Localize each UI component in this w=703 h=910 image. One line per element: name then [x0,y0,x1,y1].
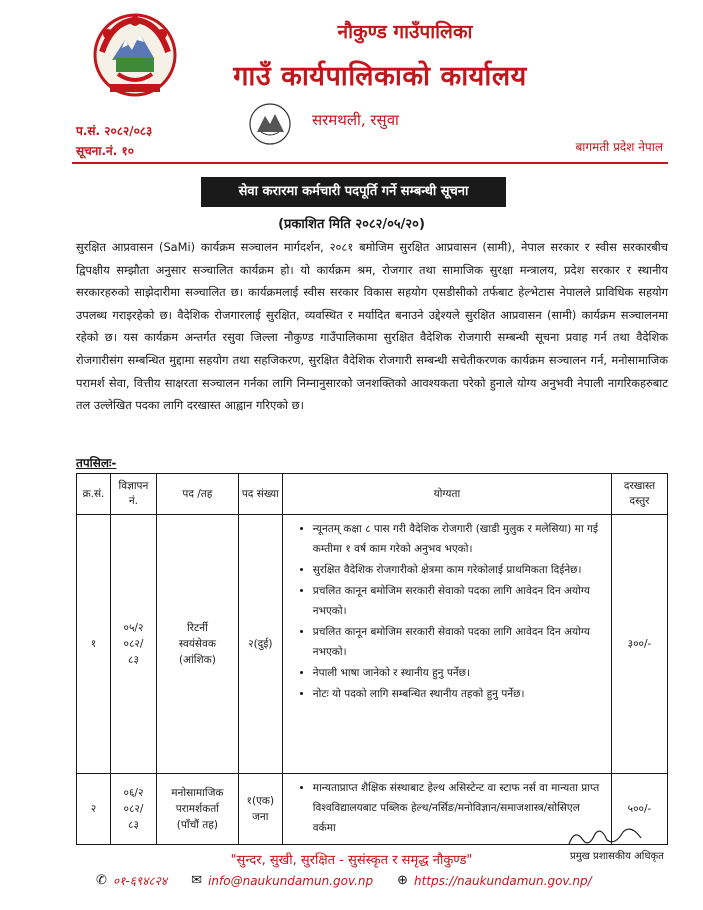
post-line: रिटर्नी [186,622,208,634]
office-seal-icon [235,98,305,170]
notice-title: सेवा करारमा कर्मचारी पदपूर्ति गर्ने सम्बन्धी सूचना [201,177,506,207]
header-qualification: योग्यता [282,474,611,515]
post-line: मनोसामाजिक [171,787,224,799]
org-name: नौकुण्ड गाउँपालिका [337,21,473,43]
row-count [238,774,282,845]
header-sn: क्र.सं. [77,474,111,515]
header-count: पद संख्या [238,474,282,515]
ad-no-line: ०५/२ [123,622,144,634]
qualification-item: • नेपाली भाषा जानेको र स्थानीय हुनु पर्नेछ। [313,663,605,683]
qualification-item: • सुरक्षित वैदेशिक रोजगारीको क्षेत्रमा काम गरेकोलाई प्राथमिकता दिईनेछ। [313,560,605,580]
notice-body: सुरक्षित आप्रवासन (SaMi) कार्यक्रम सञ्चालन मार्गदर्शन, २०८१ बमोजिम सुरक्षित आप्रवासन (सामी), नेपाल सरकार र स्वीस सरकारबीच द्विपक्षीय सम्झौता अनुसार सञ्चालित कार्यक्रम हो। यो कार्यक्रम श्रम, रोजगार तथा सामाजिक सुरक्षा मन्त्रालय, प्रदेश सरकार र स्थानीय सरकारहरुको साझेदारीमा सञ्चालित छ। कार्यक्रमलाई स्वीस सरकार विकास सहयोग एसडीसीको तर्फबाट हेल्भेटास नेपालले प्राविधिक सहयोग उपलब्ध गराइरहेको छ। वैदेशिक रोजगारलाई सुरक्षित, व्यवस्थित र मर्यादित बनाउने उद्देश्यले सुरक्षित आप्रवासन (सामी) कार्यक्रम सञ्चालनमा रहेको छ। यस कार्यक्रम अन्तर्गत रसुवा जिल्ला नौकुण्ड गाउँपालिकामा सुरक्षित वैदेशिक रोजगारी सम्बन्धी सूचना प्रवाह गर्न तथा वैदेशिक रोजगारीसंग सम्बन्धित मुद्दामा सहयोग तथा सहजिकरण, सुरक्षित वैदेशिक रोजगारी सम्बन्धी सचेतीकरणक कार्यक्रम सञ्चालन गर्न, मनोसामाजिक परामर्श सेवा, वित्तीय साक्षरता सञ्चालन गर्नका लागि निम्नानुसारको जनशक्तिको आवश्यकता परेको हुनाले योग्य अनुभवी नेपाली नागरिकहरुबाट तल उल्लेखित पदका लागि दरखास्त आह्वान गरिएको छ। [76,240,668,413]
published-date: (प्रकाशित मिति २०८२/०५/२०) [278,217,425,232]
post-line: परामर्शकर्ता [175,803,219,815]
row-ad-no [110,515,156,774]
row-sn: १ [77,515,111,774]
globe-icon: ⊕ [397,873,409,888]
signature-icon [565,826,645,850]
row-sn: २ [77,774,111,845]
phone-icon: ✆ [96,873,107,888]
count-line: १(एक) [246,795,275,807]
office-name: गाउँ कार्यपालिकाको कार्यालय [233,61,527,92]
row-fee: ५००/- [612,774,668,845]
row-post [156,515,238,774]
row-qualifications [282,774,611,845]
row-ad-no [110,774,156,845]
qualification-item: • मान्यताप्राप्त शैक्षिक संस्थाबाट हेल्थ असिस्टेन्ट वा स्टाफ नर्स वा मान्यता प्राप्त विश्वविद्यालयबाट पब्लिक हेल्थ/नर्सिङ/मनोविज्ञान/समाजशास्त्र/सोसिएल वर्कमा [313,778,605,838]
province-name: बागमती प्रदेश नेपाल [575,140,663,154]
count-line: जना [252,811,269,823]
post-line: (आंशिक) [178,654,216,666]
row-qualifications [282,515,611,774]
header-divider [72,162,668,164]
qualification-item: • प्रचलित कानून बमोजिम सरकारी सेवाको पदका लागि आवेदन दिन अयोग्य नभएको। [313,581,605,621]
ad-no-line: ०८२/ [123,638,144,650]
notice-number: सूचना.नं. १० [76,144,134,158]
header-ad-no: विज्ञापन नं. [110,474,156,515]
table-row [77,515,668,774]
contact-footer [96,872,686,889]
qualification-item: • न्यूनतम् कक्षा ८ पास गरी वैदेशिक रोजगारी (खाडी मुलुक र मलेसिया) मा गई कम्तीमा १ वर्ष काम गरेको अनुभव भएको। [313,519,605,559]
ad-no-line: ०६/२ [123,787,144,799]
vacancy-table [76,473,668,845]
table-header-row [77,474,668,515]
row-count: २(दुई) [238,515,282,774]
email-link[interactable]: info@naukundamun.gov.np [208,873,374,888]
annex-label: तपसिलः- [76,456,117,470]
phone-number[interactable]: ०१-६९४८२४ [112,874,168,888]
header-fee: दरखास्त दस्तुर [612,474,668,515]
reference-number: प.सं. २०८२/०८३ [76,124,153,138]
qualification-item: • प्रचलित कानून बमोजिम सरकारी सेवाको पदका लागि आवेदन दिन अयोग्य नभएको। [313,622,605,662]
post-line: (पाँचौं तह) [176,819,218,831]
row-post [156,774,238,845]
ad-no-line: ८३ [127,819,139,831]
mail-icon: ✉ [191,873,203,888]
district-location: सरमथली, रसुवा [312,111,399,129]
header-post: पद /तह [156,474,238,515]
website-link[interactable]: https://naukundamun.gov.np/ [414,873,592,888]
ad-no-line: ०८२/ [123,803,144,815]
ad-no-line: ८३ [127,654,139,666]
slogan: "सुन्दर, सुखी, सुरक्षित - सुसंस्कृत र समृद्ध नौकुण्ड" [230,853,473,868]
post-line: स्वयंसेवक [178,638,216,650]
qualification-item: • नोटः यो पदको लागि सम्बन्धित स्थानीय तहको हुनु पर्नेछ। [313,684,605,704]
signer-title: प्रमुख प्रशासकीय अधिकृत [570,851,664,862]
row-fee: ३००/- [612,515,668,774]
